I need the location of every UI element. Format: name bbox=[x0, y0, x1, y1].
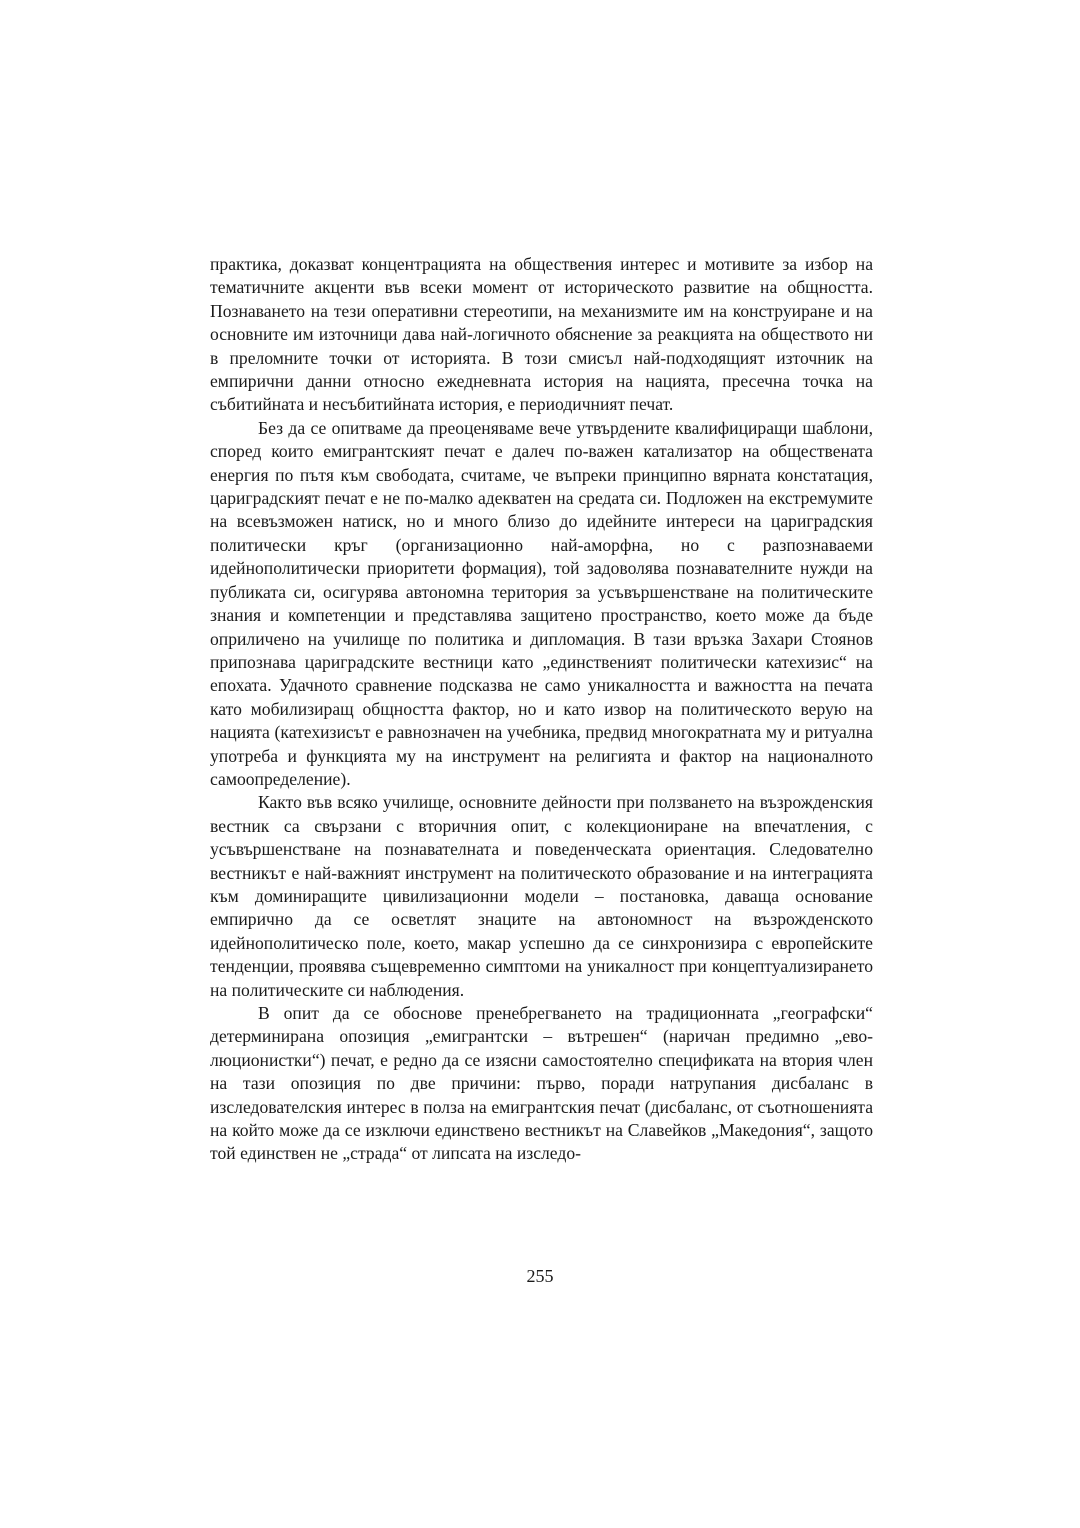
paragraph-3: Както във всяко училище, основните дейности при ползването на възрожденския вестник са свързани с вторичния опит, с колекциониране на впечатления, с усъвършенстване на познавателната и поведенческата ориентация. Следователно вестникът е най-важният инструмент на политическото образование и на интеграцията към доминиращите цивилизационни модели – постановка, даваща основание емпирично да се осветлят знаците на автономност на възрожденското идейнополитическо поле, което, макар успешно да се синхронизира с европейските тенденции, проявява същевременно симптоми на уникалност при концептуализирането на политическите си наблюдения. bbox=[210, 792, 873, 1000]
paragraph-4: В опит да се обоснове пренебрегването на традиционната „географски“ детерминирана опозиция „емигрантски – вътрешен“ (наричан предимно „еволюционистки“) печат, е редно да се изясни самостоятелно спецификата на втория член на тази опозиция по две причини: първо, поради натрупания дисбаланс в изследователския интерес в полза на емигрантския печат (дисбаланс, от съотношенията на който може да се изключи единствено вестникът на Славейков „Македония“, защото той единствен не „страда“ от липсата на изследо- bbox=[210, 1003, 873, 1164]
page-body bbox=[210, 253, 873, 1166]
paragraph-1: практика, доказват концентрацията на обществения интерес и мотивите за избор на тематичните акценти във всеки момент от историческото развитие на общността. Познаването на тези оперативни стереотипи, на механизмите им на конструиране и на основните им източници дава най-логичното обяснение за реакцията на обществото ни в преломните точки от историята. В този смисъл най-подходящият източник на емпирични данни относно ежедневната история на нацията, пресечна точка на събитийната и несъбитийната история, е периодичният печат. bbox=[210, 254, 873, 415]
paragraph-2: Без да се опитваме да преоценяваме вече утвърдените квалифициращи шаблони, според които емигрантският печат е далеч по-важен катализатор на обществената енергия по пътя към свободата, считаме, че въпреки принципно вярната констатация, цариградският печат е не по-малко адекватен на средата си. Подложен на екстремумите на всевъзможен натиск, но и много близо до идейните интереси на цариградския политически кръг (организационно най-аморфна, но с разпознаваеми идейнополитически приоритети формация), той задоволява познавателните нужди на публиката си, осигурява автономна територия за усъвършенстване на политическите знания и компетенции и представлява защитено пространство, което може да бъде оприличено на училище по политика и дипломация. В тази връзка Захари Стоянов припознава цариградските вестници като „единственият политически катехизис“ на епохата. Удачното сравнение подсказва не само уникалността и важността на печата като мобилизиращ общността фактор, но и като извор на политическото верую на нацията (катехизисът е равнозначен на учебника, предвид многократната му и ритуална употреба и функцията му на инструмент на религията и фактор на националното самоопределение). bbox=[210, 417, 873, 789]
page-number: 255 bbox=[526, 1266, 554, 1286]
